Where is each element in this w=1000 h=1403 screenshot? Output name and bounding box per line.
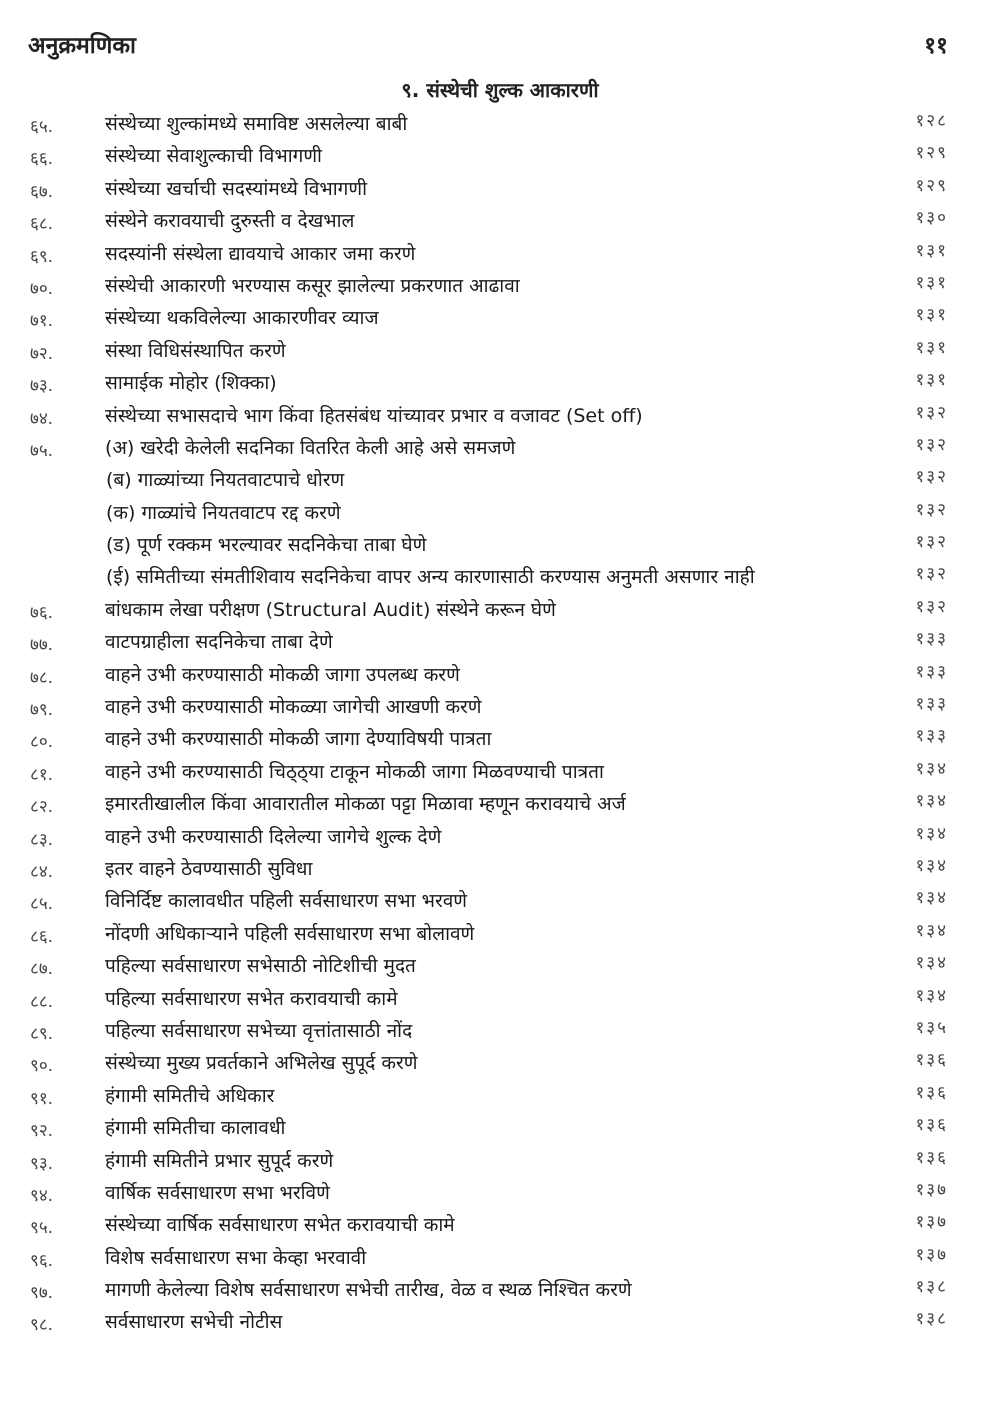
- entry-number: ७९.: [30, 700, 54, 721]
- toc-entry: [0, 626, 1000, 658]
- toc-entry: [0, 788, 1000, 820]
- entry-page-number: १३६: [915, 1082, 948, 1103]
- entry-page-number: १३३: [915, 661, 948, 682]
- entry-number: ८५.: [30, 894, 54, 915]
- entry-title: संस्था विधिसंस्थापित करणे: [105, 339, 286, 362]
- entry-page-number: १३१: [915, 370, 948, 391]
- entry-page-number: १३०: [915, 208, 948, 229]
- entry-number: ७३.: [30, 376, 54, 397]
- entry-number: ९४.: [30, 1185, 54, 1206]
- entry-title: संस्थेच्या खर्चाची सदस्यांमध्ये विभागणी: [105, 177, 368, 200]
- toc-entry: [0, 885, 1000, 917]
- entry-page-number: १३६: [915, 1147, 948, 1168]
- entry-page-number: १३८: [915, 1277, 948, 1298]
- entry-page-number: १३२: [915, 532, 948, 553]
- toc-entry: [0, 367, 1000, 399]
- entry-number: ७५.: [30, 440, 54, 461]
- toc-entry: [0, 1015, 1000, 1047]
- entry-page-number: १३३: [915, 694, 948, 715]
- entry-number: ७०.: [30, 278, 54, 299]
- entry-title: विशेष सर्वसाधारण सभा केव्हा भरवावी: [105, 1246, 367, 1269]
- toc-entry: [0, 400, 1000, 432]
- entry-page-number: १३४: [915, 953, 948, 974]
- entry-number: ९१.: [30, 1088, 54, 1109]
- entry-title: संस्थेच्या मुख्य प्रवर्तकाने अभिलेख सुपूर्द करणे: [105, 1052, 418, 1075]
- entry-title: (ड) पूर्ण रक्कम भरल्यावर सदनिकेचा ताबा घेणे: [106, 534, 427, 557]
- entry-page-number: १३२: [915, 402, 948, 423]
- toc-entry: [0, 302, 1000, 334]
- entry-number: ८९.: [30, 1023, 54, 1044]
- entry-page-number: १३७: [915, 1212, 948, 1233]
- entry-title: सर्वसाधारण सभेची नोटीस: [105, 1311, 283, 1334]
- entry-title: संस्थेच्या शुल्कांमध्ये समाविष्ट असलेल्या बाबी: [105, 113, 408, 135]
- entry-page-number: १३६: [915, 1050, 948, 1071]
- entry-page-number: १३४: [915, 758, 948, 779]
- entry-number: ९८.: [30, 1315, 54, 1336]
- toc-entry: [0, 464, 1000, 496]
- entry-page-number: १३६: [915, 1115, 948, 1136]
- entry-page-number: १३७: [915, 1179, 948, 1200]
- entry-title: संस्थेने करावयाची दुरुस्ती व देखभाल: [105, 210, 355, 233]
- entry-number: ८०.: [30, 732, 54, 753]
- toc-entry: [0, 335, 1000, 367]
- entry-title: संस्थेच्या थकविलेल्या आकारणीवर व्याज: [105, 307, 379, 330]
- toc-entry: [0, 497, 1000, 529]
- entry-page-number: १३२: [915, 596, 948, 617]
- entry-number: ८७.: [30, 959, 54, 980]
- toc-entry: [0, 918, 1000, 950]
- toc-entry: [0, 270, 1000, 302]
- toc-entry: [0, 205, 1000, 237]
- entry-title: हंगामी समितीचा कालावधी: [105, 1117, 286, 1140]
- entry-number: ९३.: [30, 1153, 54, 1174]
- entry-title: (अ) खरेदी केलेली सदनिका वितरित केली आहे असे समजणे: [105, 436, 516, 459]
- toc-entry: [0, 1112, 1000, 1144]
- toc-entry: [0, 1274, 1000, 1306]
- entry-number: ६६.: [30, 149, 54, 170]
- entry-number: ९५.: [30, 1218, 54, 1239]
- entry-title: वार्षिक सर्वसाधारण सभा भरविणे: [105, 1181, 330, 1204]
- entry-number: ७१.: [30, 311, 54, 332]
- entry-page-number: १२८: [915, 111, 948, 131]
- entry-page-number: १३२: [915, 564, 948, 585]
- entry-title: (क) गाळ्यांचे नियतवाटप रद्द करणे: [106, 501, 341, 524]
- toc-entry: [0, 756, 1000, 788]
- entry-title: संस्थेची आकारणी भरण्यास कसूर झालेल्या प्रकरणात आढावा: [105, 274, 520, 297]
- toc-entry: [0, 173, 1000, 205]
- toc-entry: [0, 821, 1000, 853]
- entry-title: संस्थेच्या सेवाशुल्काची विभागणी: [105, 145, 322, 168]
- entry-title: वाहने उभी करण्यासाठी चिठ्ठ्या टाकून मोकळी जागा मिळवण्याची पात्रता: [105, 760, 604, 783]
- entry-page-number: १३३: [915, 629, 948, 650]
- toc-entry: [0, 108, 1000, 140]
- toc-entry: [0, 723, 1000, 755]
- entry-page-number: १३२: [915, 434, 948, 455]
- entry-number: ६८.: [30, 214, 54, 235]
- toc-entry: [0, 238, 1000, 270]
- entry-number: ८६.: [30, 926, 54, 947]
- entry-number: ७७.: [30, 635, 54, 656]
- entry-number: ६७.: [30, 181, 54, 202]
- table-of-contents: [0, 108, 1000, 1339]
- toc-entry: [0, 950, 1000, 982]
- entry-page-number: १३१: [915, 240, 948, 261]
- toc-entry: [0, 1080, 1000, 1112]
- entry-title: हंगामी समितीचे अधिकार: [105, 1084, 275, 1107]
- entry-title: (ई) समितीच्या संमतीशिवाय सदनिकेचा वापर अन्य कारणासाठी करण्यास अनुमती असणार नाही: [106, 566, 755, 589]
- toc-entry: [0, 691, 1000, 723]
- entry-title: संस्थेच्या सभासदाचे भाग किंवा हितसंबंध यांच्यावर प्रभार व वजावट (Set off): [105, 404, 643, 427]
- entry-title: विनिर्दिष्ट कालावधीत पहिली सर्वसाधारण सभा भरवणे: [105, 890, 468, 913]
- entry-number: ८१.: [30, 764, 54, 785]
- toc-entry: [0, 1306, 1000, 1338]
- entry-title: वाहने उभी करण्यासाठी मोकळ्या जागेची आखणी करणे: [105, 696, 482, 719]
- entry-title: सामाईक मोहोर (शिक्का): [105, 372, 277, 395]
- toc-entry: [0, 140, 1000, 172]
- entry-title: हंगामी समितीने प्रभार सुपूर्द करणे: [105, 1149, 334, 1172]
- entry-title: संस्थेच्या वार्षिक सर्वसाधारण सभेत करावयाची कामे: [105, 1214, 455, 1237]
- page-header: [28, 22, 948, 62]
- entry-number: ६५.: [30, 117, 54, 137]
- entry-title: इतर वाहने ठेवण्यासाठी सुविधा: [105, 857, 313, 880]
- entry-number: ९२.: [30, 1121, 54, 1142]
- entry-number: ७४.: [30, 408, 54, 429]
- entry-title: वाहने उभी करण्यासाठी मोकळी जागा उपलब्ध करणे: [105, 663, 460, 686]
- toc-entry: [0, 1145, 1000, 1177]
- entry-page-number: १३२: [915, 467, 948, 488]
- entry-page-number: १३२: [915, 499, 948, 520]
- entry-page-number: १३४: [915, 888, 948, 909]
- entry-page-number: १३४: [915, 791, 948, 812]
- toc-entry: [0, 529, 1000, 561]
- toc-entry: [0, 561, 1000, 593]
- entry-title: वाहने उभी करण्यासाठी दिलेल्या जागेचे शुल्क देणे: [105, 825, 442, 848]
- entry-page-number: १३४: [915, 920, 948, 941]
- entry-title: नोंदणी अधिकाऱ्याने पहिली सर्वसाधारण सभा बोलावणे: [105, 922, 475, 945]
- entry-page-number: १३७: [915, 1244, 948, 1265]
- toc-entry: [0, 1242, 1000, 1274]
- entry-title: वाटपग्राहीला सदनिकेचा ताबा देणे: [105, 631, 333, 654]
- toc-entry: [0, 659, 1000, 691]
- toc-entry: [0, 983, 1000, 1015]
- entry-number: ८४.: [30, 861, 54, 882]
- toc-entry: [0, 594, 1000, 626]
- entry-number: ८८.: [30, 991, 54, 1012]
- entry-title: मागणी केलेल्या विशेष सर्वसाधारण सभेची तारीख, वेळ व स्थळ निश्चित करणे: [105, 1279, 632, 1302]
- entry-page-number: १३४: [915, 855, 948, 876]
- entry-page-number: १३३: [915, 726, 948, 747]
- entry-number: ९०.: [30, 1056, 54, 1077]
- entry-number: ७८.: [30, 667, 54, 688]
- entry-number: ९६.: [30, 1250, 54, 1271]
- entry-number: ६९.: [30, 246, 54, 267]
- toc-entry: [0, 853, 1000, 885]
- entry-page-number: १२९: [915, 143, 948, 164]
- entry-number: ८३.: [30, 829, 54, 850]
- entry-title: बांधकाम लेखा परीक्षण (Structural Audit) संस्थेने करून घेणे: [105, 598, 556, 621]
- entry-page-number: १३१: [915, 305, 948, 326]
- page-title: अनुक्रमणिका: [28, 33, 136, 59]
- entry-title: वाहने उभी करण्यासाठी मोकळी जागा देण्याविषयी पात्रता: [105, 728, 492, 751]
- entry-title: सदस्यांनी संस्थेला द्यावयाचे आकार जमा करणे: [105, 242, 416, 265]
- entry-page-number: १३५: [915, 1017, 948, 1038]
- entry-page-number: १३८: [915, 1309, 948, 1330]
- section-heading: ९. संस्थेची शुल्क आकारणी: [401, 78, 599, 102]
- entry-page-number: १३४: [915, 985, 948, 1006]
- entry-title: (ब) गाळ्यांच्या नियतवाटपाचे धोरण: [106, 469, 345, 492]
- entry-number: ९७.: [30, 1283, 54, 1304]
- entry-number: ७२.: [30, 343, 54, 364]
- entry-page-number: १३४: [915, 823, 948, 844]
- entry-title: पहिल्या सर्वसाधारण सभेत करावयाची कामे: [105, 987, 398, 1010]
- entry-title: पहिल्या सर्वसाधारण सभेसाठी नोटिशीची मुदत: [105, 955, 416, 978]
- entry-title: इमारतीखालील किंवा आवारातील मोकळा पट्टा मिळावा म्हणून करावयाचे अर्ज: [105, 793, 626, 816]
- entry-number: ७६.: [30, 602, 54, 623]
- toc-entry: [0, 1209, 1000, 1241]
- entry-title: पहिल्या सर्वसाधारण सभेच्या वृत्तांतासाठी नोंद: [105, 1019, 413, 1042]
- entry-page-number: १३१: [915, 337, 948, 358]
- page-number: ११: [924, 33, 948, 59]
- toc-entry: [0, 1047, 1000, 1079]
- toc-entry: [0, 432, 1000, 464]
- entry-page-number: १२९: [915, 175, 948, 196]
- entry-page-number: १३१: [915, 272, 948, 293]
- entry-number: ८२.: [30, 797, 54, 818]
- toc-entry: [0, 1177, 1000, 1209]
